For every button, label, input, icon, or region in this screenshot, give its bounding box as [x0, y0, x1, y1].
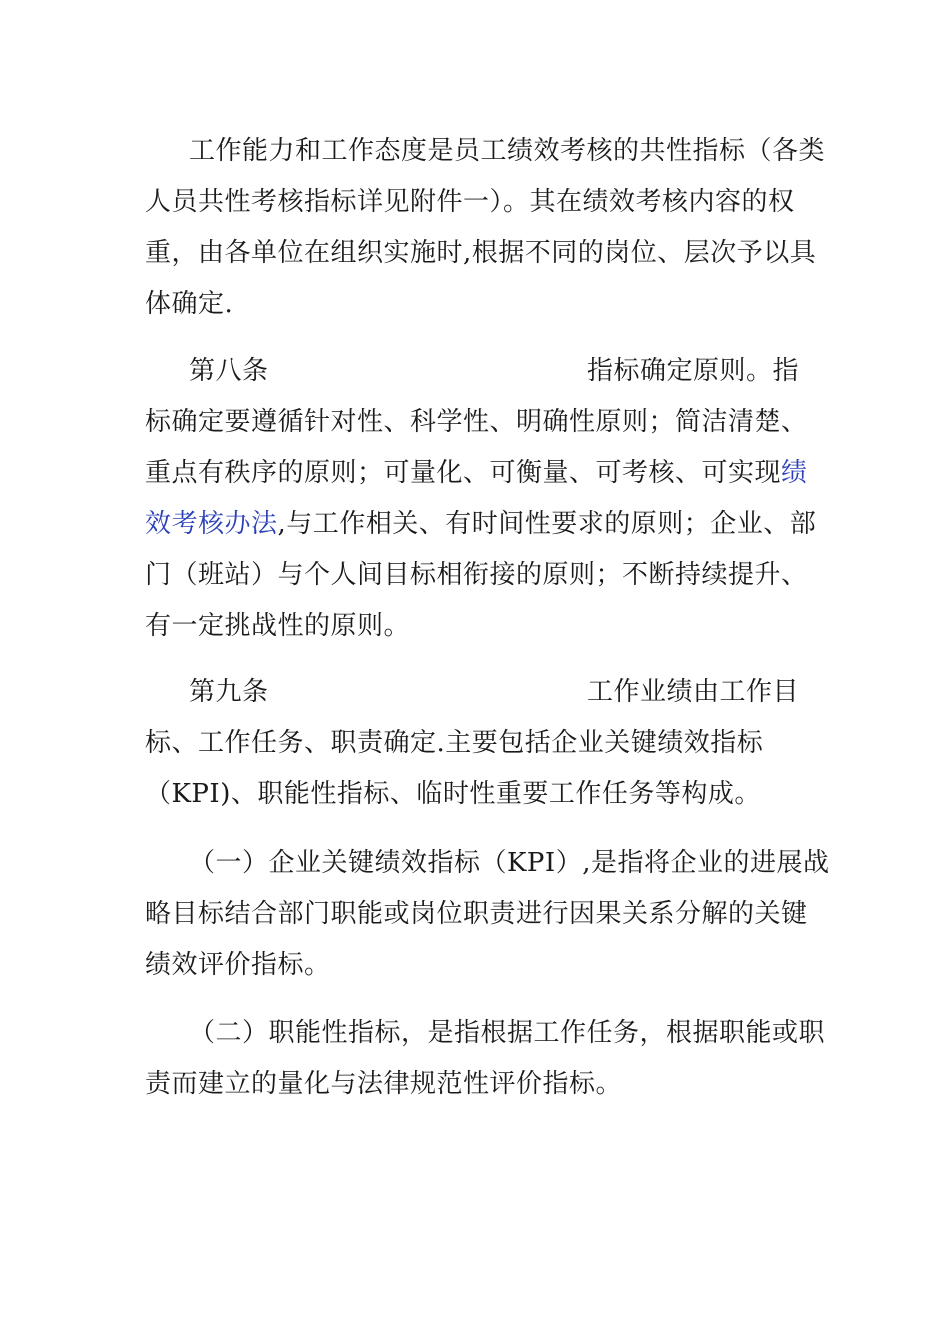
text-line: 工作能力和工作态度是员工绩效考核的共性指标（各类: [189, 136, 826, 166]
text-line: 体确定.: [145, 289, 234, 319]
text-line: 责而建立的量化与法律规范性评价指标。: [145, 1069, 623, 1099]
text-line: 人员共性考核指标详见附件一）。其在绩效考核内容的权: [145, 187, 795, 217]
text-line: 重，由各单位在组织实施时,根据不同的岗位、层次予以具: [145, 238, 817, 268]
article-number: 第八条: [189, 356, 269, 386]
text-line: 门（班站）与个人间目标相衔接的原则；不断持续提升、: [145, 560, 808, 590]
article-number: 第九条: [189, 677, 269, 707]
text-line: [145, 448, 810, 499]
paragraph-article-8: [145, 346, 817, 652]
article-8-heading: [145, 346, 810, 397]
text-line: 有一定挑战性的原则。: [145, 611, 411, 641]
paragraph-kpi-definition: [145, 838, 830, 991]
text-line: 略目标结合部门职能或岗位职责进行因果关系分解的关键: [145, 899, 808, 929]
article-9-heading: [145, 667, 810, 718]
text-line: （一）企业关键绩效指标（KPI）,是指将企业的进展战: [189, 848, 830, 878]
text-line: 绩效评价指标。: [145, 950, 331, 980]
text-line: 标、工作任务、职责确定.主要包括企业关键绩效指标: [145, 728, 764, 758]
text-line: 标确定要遵循针对性、科学性、明确性原则；简洁清楚、: [145, 407, 808, 437]
text-line: [145, 499, 817, 550]
text-line: （二）职能性指标，是指根据工作任务，根据职能或职: [189, 1018, 826, 1048]
article-heading-text: 指标确定原则。指: [587, 356, 800, 386]
text-segment: 重点有秩序的原则；可量化、可衡量、可考核、可实现: [145, 458, 782, 488]
text-line: （KPI)、职能性指标、临时性重要工作任务等构成。: [145, 779, 761, 809]
performance-appraisal-link[interactable]: 效考核办法: [145, 509, 278, 539]
text-segment: ,与工作相关、有时间性要求的原则；企业、部: [277, 509, 817, 539]
paragraph-article-9: [145, 667, 810, 820]
performance-appraisal-link[interactable]: 绩: [781, 458, 808, 488]
article-heading-text: 工作业绩由工作目: [587, 677, 800, 707]
paragraph-functional-indicators: [145, 1008, 826, 1110]
paragraph-common-indicators: [145, 126, 826, 330]
